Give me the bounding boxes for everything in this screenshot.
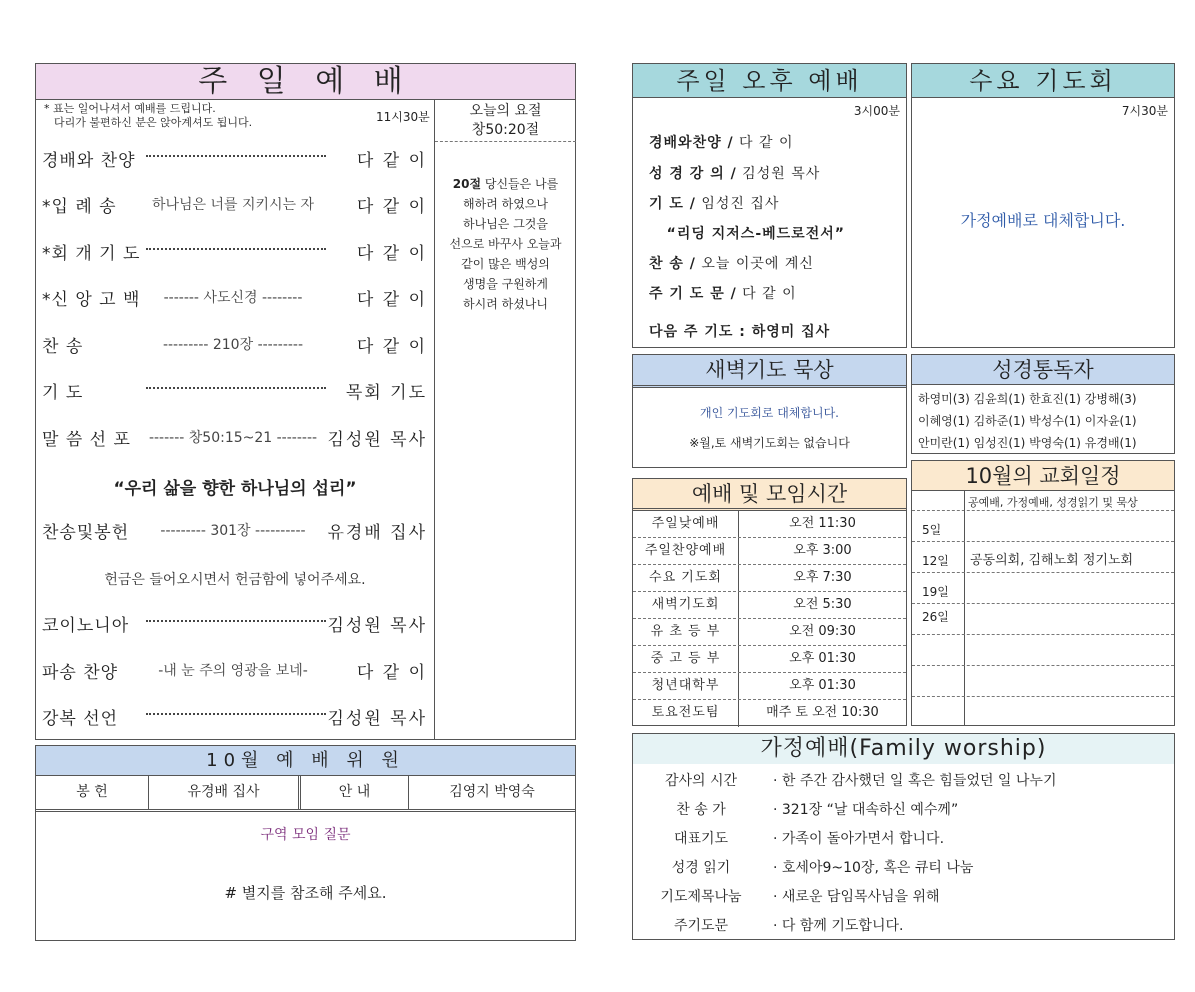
meeting-row: 토요전도팀 매주 토 오전 10:30: [633, 700, 906, 727]
verse-text: 20절 당신들은 나를 해하려 하였으나 하나님은 그것을 선으로 바꾸사 오늘과 같이 많은 백성의 생명을 구원하게 하시려 하셨나니: [449, 177, 562, 311]
order-item: 강복 선언 김성원 목사: [42, 709, 427, 729]
afternoon-item: “리딩 지저스-베드로전서”: [649, 226, 845, 242]
wednesday-prayer-title: 수요 기도회: [912, 64, 1174, 98]
family-worship-row: 성경 읽기 · 호세아9~10장, 혹은 큐티 나눔: [671, 860, 974, 876]
worship-staff-panel: [35, 745, 576, 941]
meeting-row: 청년대학부 오후 01:30: [633, 673, 906, 700]
family-worship-panel: [632, 733, 1175, 940]
order-item: *입 례 송 하나님은 너를 지키시는 자 다 같 이: [42, 197, 427, 217]
afternoon-worship-title: 주일 오후 예배: [633, 64, 906, 98]
dotted-leader: [146, 620, 326, 622]
calendar-row: 26일: [912, 604, 1174, 635]
dotted-leader: [146, 387, 326, 389]
reader-line: 안미란(1) 임성진(1) 박영숙(1) 유경배(1): [918, 436, 1137, 450]
bible-readers-title: 성경통독자: [912, 355, 1174, 385]
order-item: *신 앙 고 백 ------- 사도신경 -------- 다 같 이: [42, 290, 427, 310]
afternoon-item: 기 도 / 임성진 집사: [649, 196, 780, 212]
meeting-row: 주일낮예배 오전 11:30: [633, 511, 906, 538]
family-worship-row: 기도제목나눔 · 새로운 담임목사님을 위해: [660, 889, 940, 905]
afternoon-time: 3시00분: [853, 104, 900, 118]
sunday-worship-title: 주 일 예 배: [36, 64, 575, 100]
dotted-leader: [146, 713, 326, 715]
afternoon-item: 경배와찬양 / 다 같 이: [649, 135, 794, 151]
worship-staff-title: 10월 예 배 위 원: [36, 746, 575, 776]
verse-ref: 창50:20절: [471, 122, 540, 138]
meeting-row: 수요 기도회 오후 7:30: [633, 565, 906, 592]
order-item: 경배와 찬양 다 같 이: [42, 151, 427, 171]
calendar-row: [912, 666, 1174, 697]
wednesday-time: 7시30분: [1121, 104, 1168, 118]
afternoon-item: 성 경 강 의 / 김성원 목사: [649, 166, 821, 182]
order-item: 말 씀 선 포 ------- 창50:15~21 -------- 김성원 목사: [42, 430, 427, 450]
order-item: 코이노니아 김성원 목사: [42, 616, 427, 636]
order-item: 파송 찬양 -내 눈 주의 영광을 보네- 다 같 이: [42, 663, 427, 683]
meeting-times-title: 예배 및 모임시간: [633, 479, 906, 511]
dawn-prayer-panel: [632, 354, 907, 468]
afternoon-item: 주 기 도 문 / 다 같 이: [649, 286, 797, 302]
calendar-row: 5일: [912, 511, 1174, 542]
dawn-prayer-title: 새벽기도 묵상: [633, 355, 906, 388]
order-item: *회 개 기 도 다 같 이: [42, 244, 427, 264]
meeting-row: 새벽기도회 오전 5:30: [633, 592, 906, 619]
wednesday-prayer-panel: [911, 63, 1175, 348]
calendar-row: [912, 635, 1174, 666]
meeting-times-panel: [632, 478, 907, 726]
group-question-note: # 별지를 참조해 주세요.: [224, 884, 387, 902]
todays-verse: [434, 100, 576, 739]
reader-line: 하영미(3) 김윤희(1) 한효진(1) 강병해(3): [918, 392, 1137, 406]
dawn-prayer-note-2: ※월,토 새벽기도회는 없습니다: [689, 436, 850, 450]
order-item: 찬송및봉헌 --------- 301장 ---------- 유경배 집사: [42, 523, 427, 543]
reader-line: 이혜영(1) 김하준(1) 박성수(1) 이자윤(1): [918, 414, 1137, 428]
calendar-header: 공예배, 가정예배, 성경읽기 및 묵상: [912, 491, 1174, 511]
group-question-title: 구역 모임 질문: [260, 827, 351, 843]
wednesday-message: 가정예배로 대체합니다.: [960, 211, 1126, 230]
staff-row: 봉 헌 유경배 집사 안 내 김영지 박영숙: [36, 776, 575, 812]
standing-note: * 표는 일어나셔서 예배를 드립니다. 다리가 불편하신 분은 앉아계셔도 됩니다.: [44, 102, 253, 129]
dotted-leader: [146, 155, 326, 157]
october-calendar-title: 10월의 교회일정: [912, 461, 1174, 491]
family-worship-title: 가정예배(Family worship): [633, 734, 1174, 764]
sermon-title: “우리 삶을 향한 하나님의 섭리”: [113, 479, 357, 499]
calendar-row: [912, 697, 1174, 728]
dawn-prayer-note: 개인 기도회로 대체합니다.: [700, 406, 839, 420]
order-item: 기 도 목회 기도: [42, 383, 427, 403]
october-calendar-panel: [911, 460, 1175, 726]
bible-readers-panel: [911, 354, 1175, 454]
afternoon-worship-panel: [632, 63, 907, 348]
verse-num: 20절: [452, 177, 482, 191]
sunday-time: 11시30분: [376, 110, 430, 124]
family-worship-row: 주기도문 · 다 함께 기도합니다.: [673, 918, 904, 934]
meeting-row: 중 고 등 부 오후 01:30: [633, 646, 906, 673]
offering-note: 헌금은 들어오시면서 헌금함에 넣어주세요.: [104, 572, 366, 588]
afternoon-item: 찬 송 / 오늘 이곳에 계신: [649, 256, 814, 272]
next-week-prayer: 다음 주 기도 : 하영미 집사: [649, 324, 831, 340]
dotted-leader: [146, 248, 326, 250]
sunday-worship-panel: [35, 63, 576, 740]
meeting-row: 주일찬양예배 오후 3:00: [633, 538, 906, 565]
verse-title: 오늘의 요절: [469, 103, 542, 119]
family-worship-row: 감사의 시간 · 한 주간 감사했던 일 혹은 힘들었던 일 나누기: [664, 773, 1057, 789]
meeting-row: 유 초 등 부 오전 09:30: [633, 619, 906, 646]
order-item: 찬 송 --------- 210장 --------- 다 같 이: [42, 337, 427, 357]
family-worship-row: 대표기도 · 가족이 돌아가면서 합니다.: [673, 831, 945, 847]
calendar-row: 19일: [912, 573, 1174, 604]
calendar-row: 12일 공동의회, 김해노회 정기노회: [912, 542, 1174, 573]
family-worship-row: 찬 송 가 · 321장 “날 대속하신 예수께”: [676, 802, 959, 818]
